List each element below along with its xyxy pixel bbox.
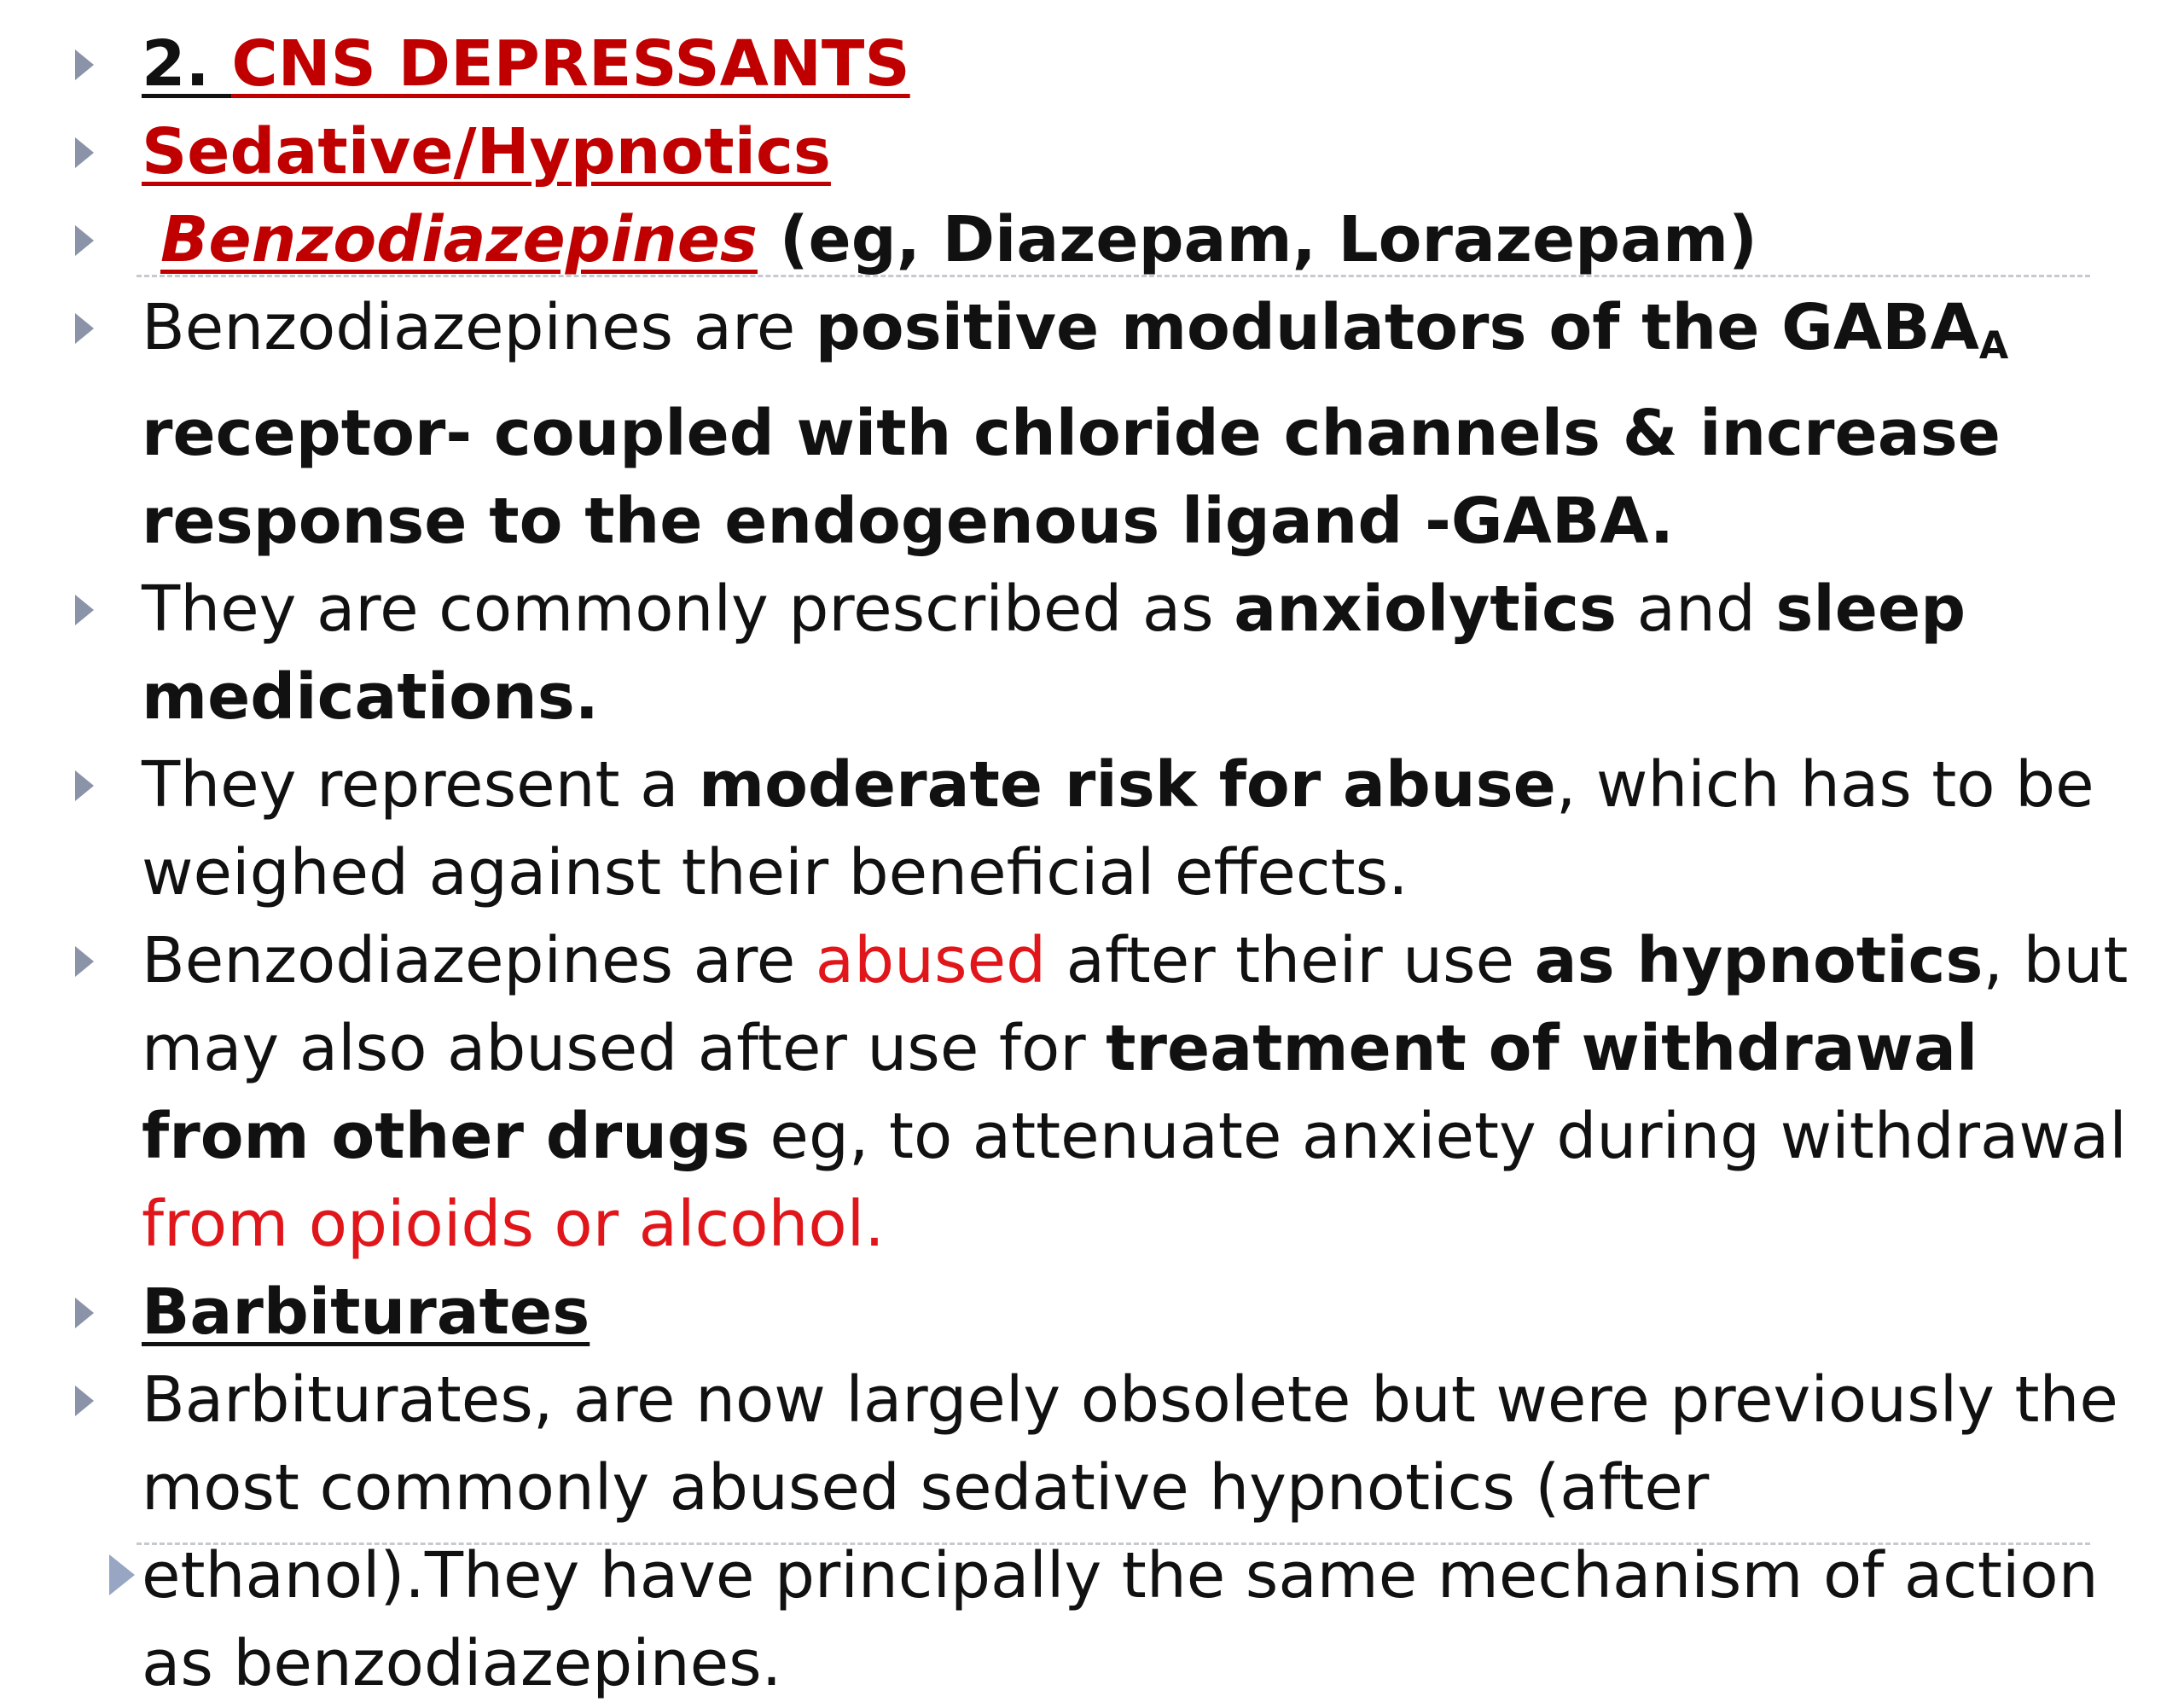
bullet-barbiturates-text <box>68 1357 2158 1708</box>
triangle-bullet-icon <box>75 770 94 801</box>
withdrawal-treatment-term: treatment of withdrawal from other drugs <box>142 1012 1978 1174</box>
bullet-sedative-hypnotics <box>68 108 2158 196</box>
prescribed-and: and <box>1617 572 1776 647</box>
risk-intro: They represent a <box>142 748 699 822</box>
triangle-bullet-icon <box>75 1298 94 1328</box>
corner-triangle-icon <box>109 1554 135 1595</box>
barbiturates-description: Barbiturates, are now largely obsolete but were previously the most commonly abused sedative hypnotics (after ethanol).They have principally the same mechanism of action as benzodiazepines. <box>142 1363 2118 1701</box>
mechanism-rest: receptor- coupled with chloride channels & increase response to the endogenous ligand -GABA. <box>142 397 2001 559</box>
triangle-bullet-icon <box>75 137 94 168</box>
abuse-after-use: after their use <box>1046 924 1535 998</box>
benzodiazepines-link[interactable]: Benzodiazepines <box>160 203 758 276</box>
bullet-list <box>68 20 2158 1708</box>
barbiturates-title: Barbiturates <box>142 1275 590 1350</box>
bullet-benzodiazepines-heading <box>68 196 2158 284</box>
triangle-bullet-icon <box>75 595 94 625</box>
section-title: CNS DEPRESSANTS <box>231 27 910 101</box>
triangle-bullet-icon <box>75 313 94 344</box>
section-number: 2. <box>142 27 232 101</box>
bullet-mechanism <box>68 284 2158 566</box>
subsection-title: Sedative/Hypnotics <box>142 115 831 189</box>
triangle-bullet-icon <box>75 946 94 977</box>
benzodiazepines-examples: (eg, Diazepam, Lorazepam) <box>757 203 1757 276</box>
bullet-abuse-risk <box>68 741 2158 917</box>
prescribed-intro: They are commonly prescribed as <box>142 572 1234 647</box>
abuse-intro: Benzodiazepines are <box>142 924 816 998</box>
abuse-but-may: , but may also abused after use for <box>142 924 2129 1086</box>
triangle-bullet-icon <box>75 225 94 256</box>
mechanism-bold: positive modulators of the GABA <box>815 291 1979 364</box>
as-hypnotics-term: as hypnotics <box>1534 924 1984 998</box>
bullet-barbiturates-heading <box>68 1269 2158 1357</box>
sleep-medications-term: sleep medications. <box>142 572 1966 735</box>
triangle-bullet-icon <box>75 1386 94 1416</box>
bullet-prescribed <box>68 566 2158 741</box>
triangle-bullet-icon <box>75 49 94 80</box>
mechanism-intro: Benzodiazepines are <box>142 291 816 364</box>
risk-bold: moderate risk for abuse <box>698 748 1556 822</box>
bullet-cns-depressants <box>68 20 2158 108</box>
bullet-abuse-context <box>68 917 2158 1269</box>
anxiolytics-term: anxiolytics <box>1234 572 1618 647</box>
gaba-subscript: A <box>1978 324 2009 369</box>
opioids-alcohol-term: from opioids or alcohol. <box>142 1188 885 1262</box>
risk-rest: , which has to be weighed against their beneficial effects. <box>142 748 2094 910</box>
abuse-eg: eg, to attenuate anxiety during withdrawal <box>749 1100 2127 1174</box>
abused-term: abused <box>815 924 1047 998</box>
